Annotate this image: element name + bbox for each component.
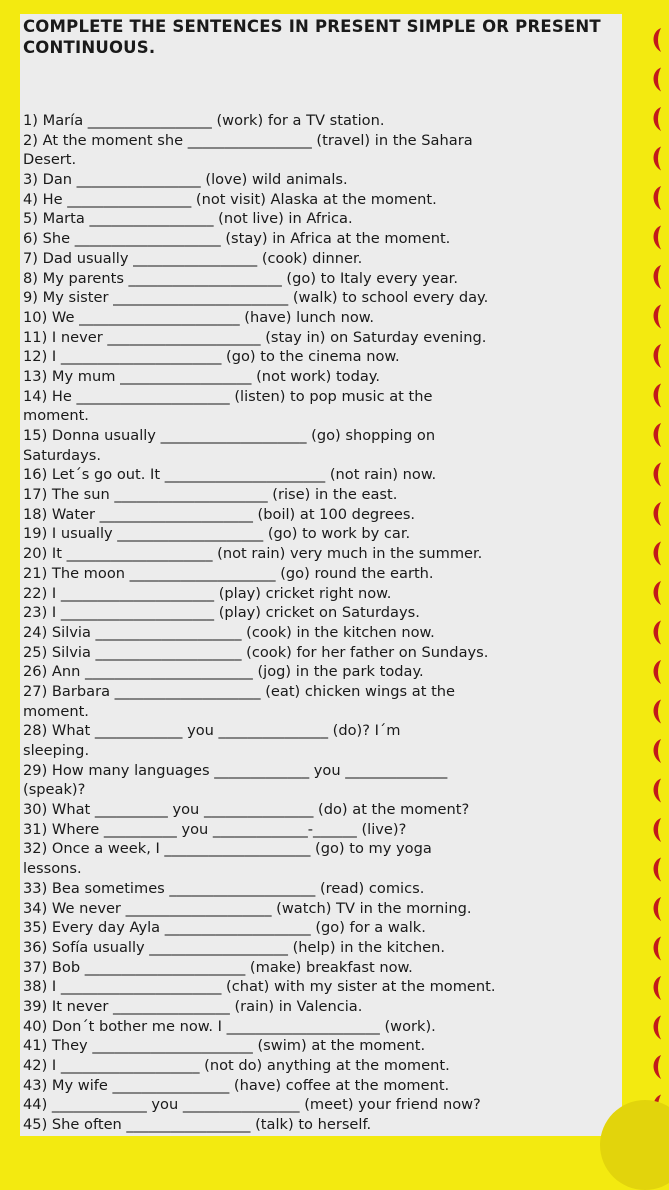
decorative-border [648,0,669,1159]
decorative-mark [654,858,662,882]
worksheet-title: COMPLETE THE SENTENCES IN PRESENT SIMPLE OR PRESENT CONTINUOUS. [23,17,601,57]
exercise-line: sleeping. [23,742,90,759]
exercise-line: 1) María _________________ (work) for a TV station. [23,112,385,129]
exercise-line: 15) Donna usually ____________________ (go) shopping on [23,427,436,444]
exercise-line: moment. [23,702,89,720]
decorative-mark [654,265,662,289]
decorative-mark [654,226,662,250]
exercise-line: 7) Dad usually _________________ (cook) dinner. [23,249,363,267]
exercise-line: (speak)? [23,781,86,799]
exercise-line: 16) Let´s go out. It ______________________ (not rain) now. [23,466,437,484]
exercise-line: 42) I ___________________ (not do) anything at the moment. [23,1057,450,1074]
decorative-mark [654,1055,662,1079]
exercise-line: 17) The sun _____________________ (rise) in the east. [23,486,398,504]
decorative-mark [654,463,662,487]
exercise-line: 37) Bob ______________________ (make) breakfast now. [23,958,413,976]
exercise-line: 18) Water _____________________ (boil) at 100 degrees. [23,505,416,523]
decorative-mark [654,897,662,921]
decorative-mark [654,976,662,1000]
exercise-line: 40) Don´t bother me now. I _____________________ (work). [23,1017,436,1035]
exercise-line: 34) We never ____________________ (watch) TV in the morning. [23,899,472,917]
decorative-mark [654,621,662,645]
decorative-mark [654,147,662,171]
decorative-mark [654,739,662,763]
decorative-mark [654,937,662,961]
decorative-mark [654,107,662,131]
exercise-line: 22) I _____________________ (play) cricket right now. [23,584,392,602]
exercise-line: 10) We ______________________ (have) lunch now. [23,308,374,326]
exercise-line: 43) My wife ________________ (have) coffee at the moment. [23,1076,450,1094]
decorative-mark [654,542,662,566]
exercise-line: 9) My sister ________________________ (walk) to school every day. [23,289,489,307]
exercise-line: 26) Ann _______________________ (jog) in the park today. [23,663,424,681]
exercise-line: 23) I _____________________ (play) cricket on Saturdays. [23,604,420,622]
exercise-line: 19) I usually ____________________ (go) to work by car. [23,525,411,543]
exercise-line: 44) _____________ you ________________ (meet) your friend now? [23,1096,481,1114]
exercise-line: 3) Dan _________________ (love) wild animals. [23,171,348,189]
exercise-list [23,111,621,1135]
exercise-line: 24) Silvia ____________________ (cook) in the kitchen now. [23,623,435,641]
exercise-line: 2) At the moment she _________________ (travel) in the Sahara [23,131,473,149]
exercise-line: 32) Once a week, I ____________________ (go) to my yoga [23,840,432,858]
exercise-line: 8) My parents _____________________ (go) to Italy every year. [23,269,458,287]
exercise-line: 14) He _____________________ (listen) to pop music at the [23,387,433,405]
exercise-line: 5) Marta _________________ (not live) in Africa. [23,210,353,228]
decorative-mark [654,28,662,52]
exercise-line: 25) Silvia ____________________ (cook) for her father on Sundays. [23,643,489,661]
decorative-mark [654,660,662,684]
decorative-mark [654,700,662,724]
decorative-mark [654,1016,662,1040]
worksheet [20,14,622,1136]
decorative-mark [654,581,662,605]
exercise-line: 20) It ____________________ (not rain) very much in the summer. [23,545,483,563]
exercise-line: 36) Sofía usually ___________________ (help) in the kitchen. [23,938,446,956]
decorative-mark [654,68,662,92]
exercise-line: 12) I ______________________ (go) to the cinema now. [23,348,400,366]
exercise-line: 4) He _________________ (not visit) Alaska at the moment. [23,190,437,208]
decorative-mark [654,818,662,842]
exercise-line: Desert. [23,151,77,169]
exercise-line: 21) The moon ____________________ (go) round the earth. [23,564,434,582]
decorative-mark [654,423,662,447]
exercise-line: lessons. [23,860,82,878]
exercise-line: moment. [23,407,89,425]
decorative-mark [654,502,662,526]
exercise-line: 30) What __________ you _______________ (do) at the moment? [23,801,470,819]
exercise-line: 27) Barbara ____________________ (eat) chicken wings at the [23,682,456,700]
exercise-line: 29) How many languages _____________ you ______________ [23,761,448,779]
exercise-line: 41) They ______________________ (swim) at the moment. [23,1037,426,1055]
exercise-line: 45) She often _________________ (talk) to herself. [23,1116,372,1134]
decorative-mark [654,186,662,210]
exercise-line: 33) Bea sometimes ____________________ (read) comics. [23,879,425,897]
decorative-mark [654,779,662,803]
decorative-mark [654,344,662,368]
decorative-mark [654,305,662,329]
exercise-line: 39) It never ________________ (rain) in Valencia. [23,997,363,1015]
exercise-line: 13) My mum __________________ (not work) today. [23,367,381,385]
exercise-line: Saturdays. [23,446,102,464]
exercise-line: 38) I ______________________ (chat) with my sister at the moment. [23,978,496,996]
decorative-mark [654,384,662,408]
exercise-line: 6) She ____________________ (stay) in Africa at the moment. [23,230,451,248]
exercise-line: 31) Where __________ you _____________-______ (live)? [23,820,407,838]
exercise-line: 11) I never _____________________ (stay in) on Saturday evening. [23,328,487,346]
exercise-line: 35) Every day Ayla ____________________ (go) for a walk. [23,919,426,937]
exercise-line: 28) What ____________ you _______________ (do)? I´m [23,722,401,740]
